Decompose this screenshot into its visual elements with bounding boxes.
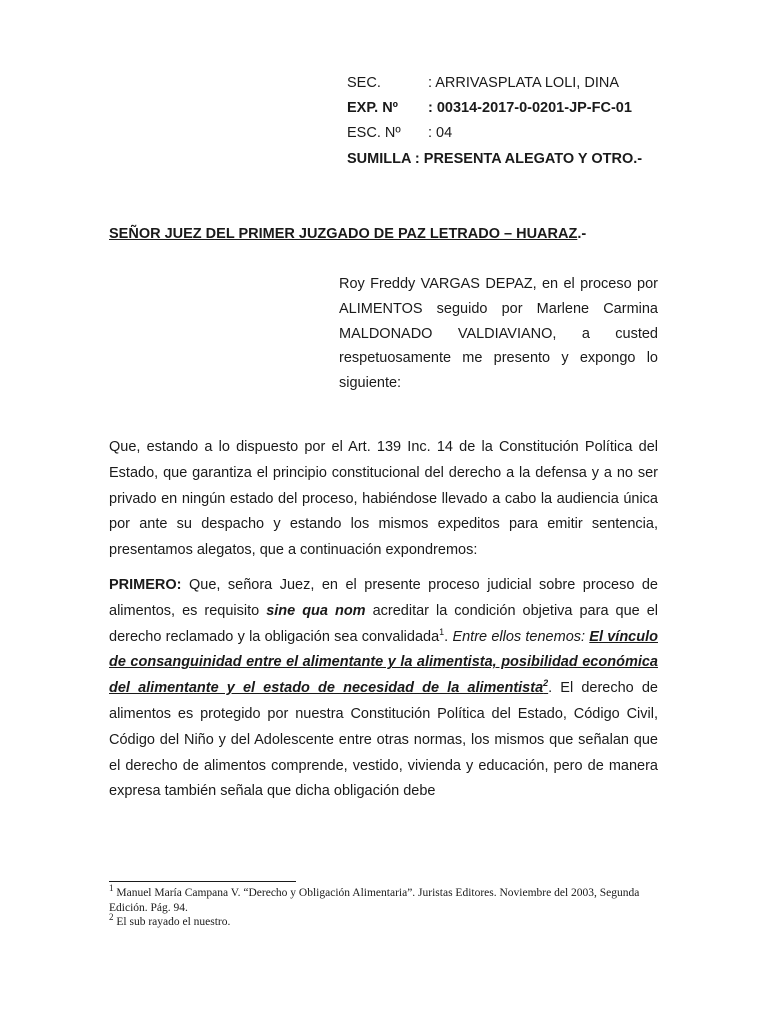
footnote-1-text: Manuel María Campana V. “Derecho y Obligación Alimentaria”. Juristas Editores. Noviembre del 2003, Segunda Edición. Pág. 94. xyxy=(109,887,640,914)
header-row-sec xyxy=(347,73,659,93)
header-row-esc xyxy=(347,123,659,143)
footnote-separator xyxy=(109,881,296,882)
addressee-text: SEÑOR JUEZ DEL PRIMER JUZGADO DE PAZ LETRADO – HUARAZ xyxy=(109,226,578,242)
esc-label: ESC. Nº xyxy=(347,125,401,141)
esc-value: : 04 xyxy=(428,125,453,141)
paragraph-primero xyxy=(109,573,658,805)
addressee-suffix: .- xyxy=(577,226,587,242)
sec-value: : ARRIVASPLATA LOLI, DINA xyxy=(428,75,619,91)
exp-label: EXP. Nº xyxy=(347,100,398,116)
footnote-1-mark: 1 xyxy=(109,883,114,894)
footnote-2 xyxy=(109,912,658,930)
sumilla: SUMILLA : PRESENTA ALEGATO Y OTRO.- xyxy=(347,151,643,167)
exp-value: : 00314-2017-0-0201-JP-FC-01 xyxy=(428,100,632,116)
primero-label: PRIMERO: xyxy=(109,577,182,593)
addressee-heading xyxy=(109,223,586,245)
primero-text-1: Que, señora Juez, en el presente proceso judicial sobre proceso de alimentos, es requisito xyxy=(109,577,658,619)
footnote-2-mark: 2 xyxy=(109,912,114,923)
header-row-exp xyxy=(347,98,659,118)
italic-phrase: Entre ellos tenemos: xyxy=(452,628,590,645)
paragraph-preamble: Que, estando a lo dispuesto por el Art. 139 Inc. 14 de la Constitución Política del Estado, que garantiza el principio constitucional del derecho a la defensa y a no ser privado en ningún estado del proceso, habiéndose llevado a cabo la audiencia única por ante su despacho y estando los mismos expeditos para emitir sentencia, presentamos alegatos, que a continuación expondremos: xyxy=(109,439,658,559)
footnote-2-text: El sub rayado el nuestro. xyxy=(113,916,231,929)
primero-text-3: . xyxy=(444,628,453,645)
footnote-ref-1: 1 xyxy=(439,626,445,637)
intro-paragraph: Roy Freddy VARGAS DEPAZ, en el proceso por ALIMENTOS seguido por Marlene Carmina MALDONADO VALDIAVIANO, a custed respetuosamente me presento y expongo lo siguiente: xyxy=(339,276,658,392)
footnotes xyxy=(109,883,658,930)
primero-text-2: acreditar la condición objetiva para que el derecho reclamado y la obligación sea convalidada xyxy=(109,602,658,645)
footnote-1 xyxy=(109,883,658,915)
latin-phrase: sine qua nom xyxy=(266,602,366,619)
emphasized-requirements: El vínculo de consanguinidad entre el alimentante y la alimentista, posibilidad económica del alimentante y el estado de necesidad de la alimentista xyxy=(109,628,658,697)
sec-label: SEC. xyxy=(347,75,381,91)
primero-text-4: . El derecho de alimentos es protegido por nuestra Constitución Política del Estado, Código Civil, Código del Niño y del Adolescente entre otras normas, los mismos que señalan que el derecho de alimentos comprende, vestido, vivienda y educación, pero de manera expresa también señala que dicha obligación debe xyxy=(109,680,658,800)
footnote-ref-2: 2 xyxy=(543,678,549,689)
